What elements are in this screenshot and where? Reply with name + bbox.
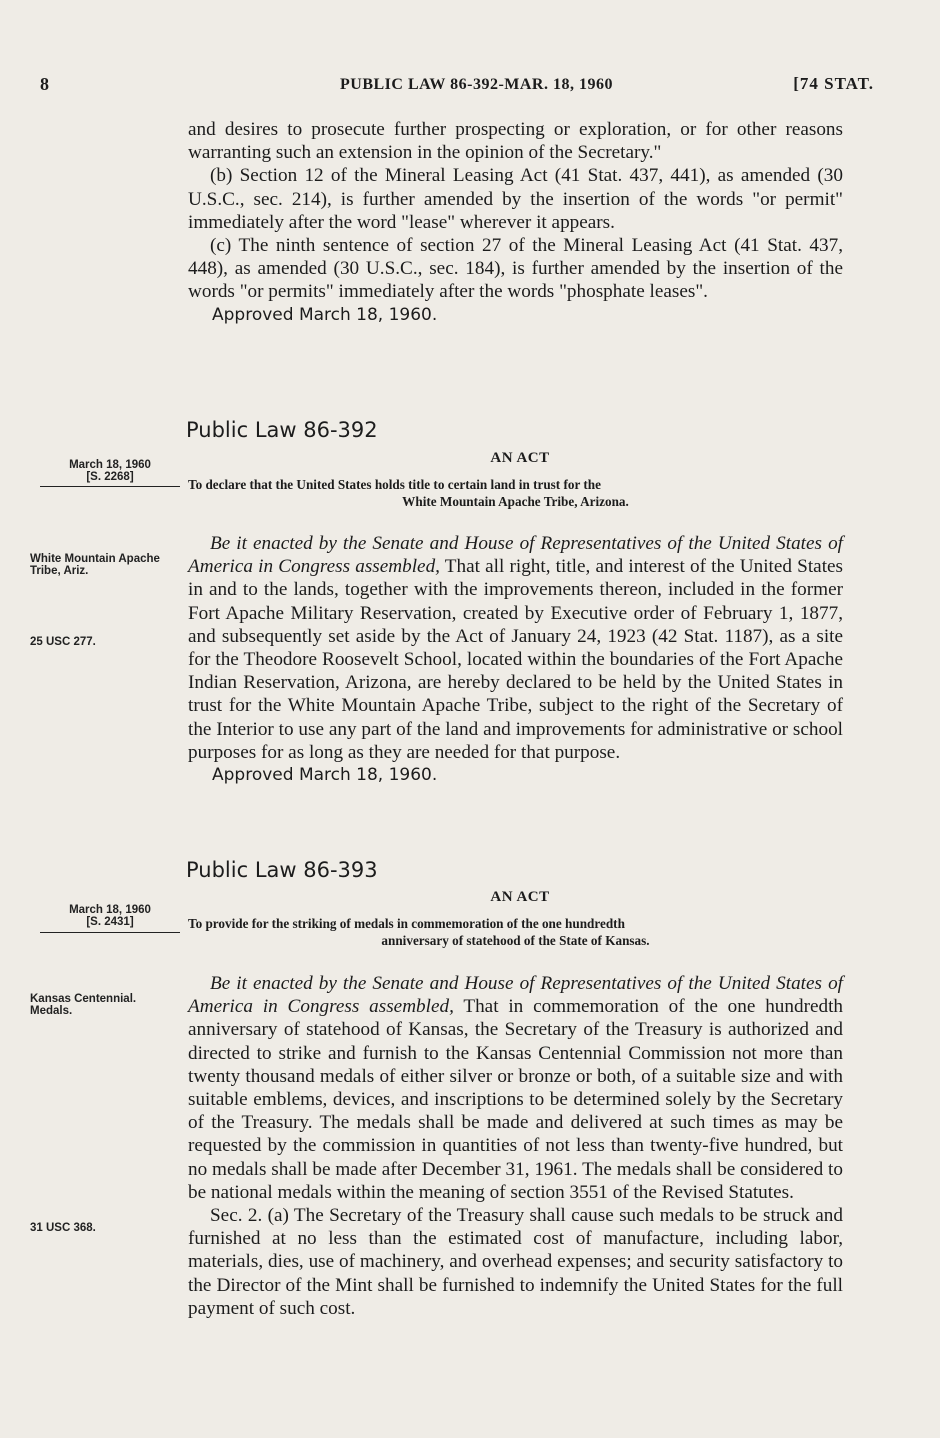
margin-rule — [40, 486, 180, 487]
bill-number: [S. 2431] — [86, 916, 134, 928]
continuation-paragraph: and desires to prosecute further prospecting or exploration, or for other reasons warranting such an extension in the opinion of the Secretary." — [188, 119, 843, 164]
act-text: That all right, title, and interest of the United States in and to the lands, together with the improvements thereon, included in the former Fort Apache Military Reservation, created by Executive order of February 1, 1877, and subsequently set aside by the Act of January 24, 1923 (42 Stat. 1187), as a site for the Theodore Roosevelt School, located within the boundaries of the Fort Apache Indian Reservation, Arizona, are hereby declared to be held by the United States in trust for the White Mountain Apache Tribe, subject to the right of the Secretary of the Interior to use any part of the land and improvements for administrative or school purposes for as long as they are needed for that purpose. — [188, 556, 844, 763]
enacting-clause — [188, 532, 843, 764]
approval-line: Approved March 18, 1960. — [212, 765, 438, 786]
continuation-section — [188, 118, 843, 327]
volume-reference: [74 STAT. — [793, 74, 874, 93]
act-purpose — [188, 476, 843, 510]
section-2: Sec. 2. (a) The Secretary of the Treasury shall cause such medals to be struck and furnished at no less than the estimated cost of manufacture, including labor, materials, dies, use of machinery, and overhead expenses; and security satisfactory to the Director of the Mint shall be furnished to indemnify the United States for the full payment of such cost. — [188, 1205, 843, 1319]
enacting-clause — [188, 972, 843, 1204]
purpose-line: White Mountain Apache Tribe, Arizona. — [402, 494, 629, 509]
bill-number: [S. 2268] — [86, 471, 134, 483]
subsection-b: (b) Section 12 of the Mineral Leasing Act (41 Stat. 437, 441), as amended (30 U.S.C., sec. 214), is further amended by the insertion of the words "or permit" immediately after the word "lease" wherever it appears. — [188, 165, 843, 233]
law-date: March 18, 1960 — [69, 904, 151, 916]
act-label: AN ACT — [490, 889, 550, 905]
law-title: Public Law 86-393 — [186, 858, 378, 882]
act-purpose — [188, 915, 843, 949]
purpose-line: To declare that the United States holds title to certain land in trust for the — [188, 477, 601, 492]
page-header — [40, 68, 874, 98]
margin-rule — [40, 932, 180, 933]
act-label: AN ACT — [490, 450, 550, 466]
enacting-formula: Be it enacted by the Senate and House of Representatives of the United States of America in Congress assembled, — [188, 533, 843, 578]
running-head: PUBLIC LAW 86-392-MAR. 18, 1960 — [340, 76, 613, 93]
law-body — [188, 972, 843, 1320]
subsection-c: (c) The ninth sentence of section 27 of the Mineral Leasing Act (41 Stat. 437, 448), as amended (30 U.S.C., sec. 184), is further amended by the insertion of the words "or permits" immediately after the words "phosphate leases". — [188, 235, 843, 303]
code-citation: 25 USC 277. — [30, 636, 96, 648]
margin-note: Kansas Centennial. Medals. — [30, 993, 137, 1017]
code-citation: 31 USC 368. — [30, 1222, 96, 1234]
law-date: March 18, 1960 — [69, 459, 151, 471]
purpose-line: To provide for the striking of medals in commemoration of the one hundredth — [188, 916, 625, 931]
purpose-line: anniversary of statehood of the State of Kansas. — [381, 933, 650, 948]
law-body — [188, 532, 843, 787]
margin-note: White Mountain Apache Tribe, Ariz. — [30, 553, 160, 577]
enacting-formula: Be it enacted by the Senate and House of Representatives of the United States of America in Congress assembled, — [188, 973, 843, 1018]
law-title: Public Law 86-392 — [186, 418, 378, 442]
page-number: 8 — [40, 74, 49, 94]
act-text: That in commemoration of the one hundredth anniversary of statehood of Kansas, the Secretary of the Treasury is authorized and directed to strike and furnish to the Kansas Centennial Commission not more than twenty thousand medals of either silver or bronze or both, of a suitable size and with suitable emblems, devices, and inscriptions to be determined solely by the Secretary of the Treasury. The medals shall be made and delivered at such times as may be requested by the commission in quantities of not less than twenty-five hundred, but no medals shall be made after December 31, 1961. The medals shall be considered to be national medals within the meaning of section 3551 of the Revised Statutes. — [188, 996, 843, 1203]
approval-line: Approved March 18, 1960. — [212, 304, 438, 325]
